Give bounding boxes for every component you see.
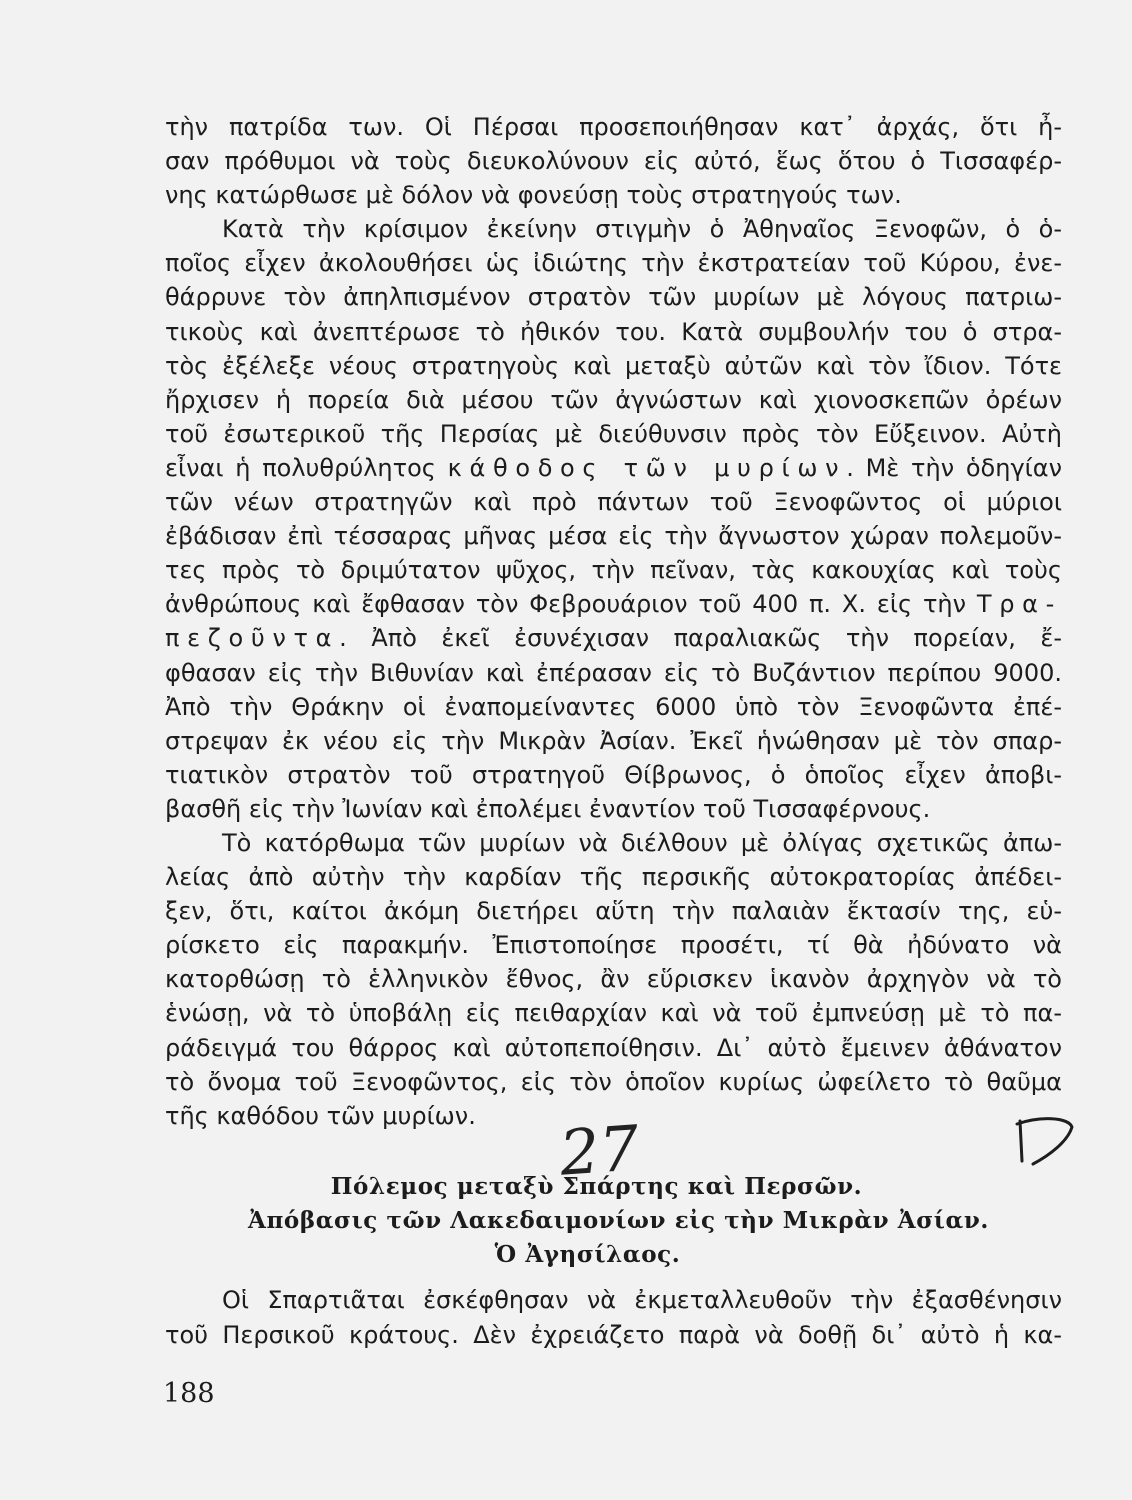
text-line: ρίσκετο εἰς παρακμήν. Ἐπιστοποίησε προσέτι, τί θὰ ἠδύνατο νὰ bbox=[165, 931, 1062, 960]
text-line: τῆς καθόδου τῶν μυρίων. bbox=[165, 1101, 476, 1130]
text-line: ράδειγμά του θάρρος καὶ αὐτοπεποίθησιν. Δι᾽ αὐτὸ ἔμεινεν ἀθάνατον bbox=[165, 1033, 1062, 1062]
text-line: τὸς ἐξέλεξε νέους στρατηγοὺς καὶ μεταξὺ αὐτῶν καὶ τὸν ἴδιον. Τότε bbox=[165, 351, 1062, 380]
paragraph bbox=[165, 1283, 1062, 1353]
text-line: Τὸ κατόρθωμα τῶν μυρίων νὰ διέλθουν μὲ ὀλίγας σχετικῶς ἀπω- bbox=[222, 828, 1062, 857]
text-line: τὸ ὄνομα τοῦ Ξενοφῶντος, εἰς τὸν ὁποῖον κυρίως ὠφείλετο τὸ θαῦμα bbox=[165, 1067, 1062, 1096]
handwritten-page-note: 27 bbox=[557, 1111, 642, 1190]
text-line: βασθῆ εἰς τὴν Ἰωνίαν καὶ ἐπολέμει ἐναντίον τοῦ Τισσαφέρνους. bbox=[165, 794, 931, 823]
text-line: ἤρχισεν ἡ πορεία διὰ μέσου τῶν ἀγνώστων καὶ χιονοσκεπῶν ὀρέων bbox=[165, 385, 1062, 414]
text-line: τες πρὸς τὸ δριμύτατον ψῦχος, τὴν πεῖναν, τὰς κακουχίας καὶ τοὺς bbox=[165, 556, 1062, 585]
text-line bbox=[165, 587, 1062, 621]
page-number: 188 bbox=[163, 1378, 215, 1409]
paragraph bbox=[165, 110, 1062, 212]
text-line: στρεψαν ἐκ νέου εἰς τὴν Μικρὰν Ἀσίαν. Ἐκεῖ ἡνώθησαν μὲ τὸν σπαρ- bbox=[165, 726, 1062, 755]
text-segment: εἶναι ἡ πολυθρύλητος bbox=[165, 453, 448, 482]
text-line: ἑνώσῃ, νὰ τὸ ὑποβάλῃ εἰς πειθαρχίαν καὶ νὰ τοῦ ἐμπνεύσῃ μὲ τὸ πα- bbox=[165, 999, 1062, 1028]
paragraph bbox=[165, 826, 1062, 1133]
text-segment: . Ἀπὸ ἐκεῖ ἐσυνέχισαν παραλιακῶς τὴν πορείαν, ἔ- bbox=[339, 624, 1062, 653]
text-line: κατορθώσῃ τὸ ἑλληνικὸν ἔθνος, ἂν εὕρισκεν ἱκανὸν ἀρχηγὸν νὰ τὸ bbox=[165, 965, 1062, 994]
text-line: σαν πρόθυμοι νὰ τοὺς διευκολύνουν εἰς αὐτό, ἕως ὅτου ὁ Τισσαφέρ- bbox=[165, 147, 1062, 176]
text-line: ποῖος εἶχεν ἀκολουθήσει ὡς ἰδιώτης τὴν ἐκστρατείαν τοῦ Κύρου, ἐνε- bbox=[165, 249, 1062, 278]
text-line bbox=[165, 621, 1062, 655]
text-line: τὴν πατρίδα των. Οἱ Πέρσαι προσεποιήθησαν κατ᾽ ἀρχάς, ὅτι ἦ- bbox=[165, 113, 1062, 141]
spaced-emphasis: Τρα- bbox=[976, 590, 1062, 619]
text-line: τοῦ Περσικοῦ κράτους. Δὲν ἐχρειάζετο παρὰ νὰ δοθῇ δι᾽ αὐτὸ ἡ κα- bbox=[165, 1321, 1062, 1349]
section-heading-line: Πόλεμος μεταξὺ Σπάρτης καὶ Περσῶν. bbox=[330, 1173, 863, 1200]
text-line: θάρρυνε τὸν ἀπηλπισμένον στρατὸν τῶν μυρίων μὲ λόγους πατριω- bbox=[165, 283, 1062, 312]
body-text bbox=[165, 110, 1062, 1133]
section-heading-line: Ὁ Ἀγησίλαος. bbox=[494, 1241, 681, 1268]
text-line: νης κατώρθωσε μὲ δόλον νὰ φονεύσῃ τοὺς στρατηγούς των. bbox=[165, 181, 902, 210]
text-line: φθασαν εἰς τὴν Βιθυνίαν καὶ ἐπέρασαν εἰς τὸ Βυζάντιον περίπου 9000. bbox=[165, 658, 1062, 687]
text-line: ἐβάδισαν ἐπὶ τέσσαρας μῆνας μέσα εἰς τὴν ἄγνωστον χώραν πολεμοῦν- bbox=[165, 522, 1062, 551]
text-line: Κατὰ τὴν κρίσιμον ἐκείνην στιγμὴν ὁ Ἀθηναῖος Ξενοφῶν, ὁ ὁ- bbox=[222, 215, 1062, 244]
text-line: λείας ἀπὸ αὐτὴν τὴν καρδίαν τῆς περσικῆς αὐτοκρατορίας ἀπέδει- bbox=[165, 863, 1062, 892]
text-line: τῶν νέων στρατηγῶν καὶ πρὸ πάντων τοῦ Ξενοφῶντος οἱ μύριοι bbox=[165, 488, 1062, 517]
section-heading-line: Ἀπόβασις τῶν Λακεδαιμονίων εἰς τὴν Μικρὰν Ἀσίαν. bbox=[248, 1207, 989, 1234]
spaced-emphasis: πεζοῦντα bbox=[165, 624, 340, 653]
text-segment: ἀνθρώπους καὶ ἔφθασαν τὸν Φεβρουάριον τοῦ 400 π. Χ. εἰς τὴν bbox=[165, 590, 977, 619]
text-line: ξεν, ὅτι, καίτοι ἀκόμη διετήρει αὕτη τὴν παλαιὰν ἔκτασίν της, εὑ- bbox=[165, 897, 1062, 926]
text-line: τοῦ ἐσωτερικοῦ τῆς Περσίας μὲ διεύθυνσιν πρὸς τὸν Εὔξεινον. Αὐτὴ bbox=[165, 419, 1062, 448]
text-line: τικοὺς καὶ ἀνεπτέρωσε τὸ ἠθικόν του. Κατὰ συμβουλήν του ὁ στρα- bbox=[165, 317, 1062, 346]
text-line: τιατικὸν στρατὸν τοῦ στρατηγοῦ Θίβρωνος, ὁ ὁποῖος εἶχεν ἀποβι- bbox=[165, 760, 1062, 789]
text-line: Οἱ Σπαρτιᾶται ἐσκέφθησαν νὰ ἐκμεταλλευθοῦν τὴν ἐξασθένησιν bbox=[222, 1286, 1062, 1314]
spaced-emphasis: κάθοδος τῶν μυρίων bbox=[447, 453, 847, 482]
text-line bbox=[165, 451, 1062, 485]
section-body-text bbox=[165, 1283, 1062, 1353]
paragraph bbox=[165, 212, 1062, 826]
text-line: Ἀπὸ τὴν Θράκην οἱ ἐναπομείναντες 6000 ὑπὸ τὸν Ξενοφῶντα ἐπέ- bbox=[165, 692, 1062, 721]
text-segment: . Μὲ τὴν ὁδηγίαν bbox=[846, 453, 1063, 482]
